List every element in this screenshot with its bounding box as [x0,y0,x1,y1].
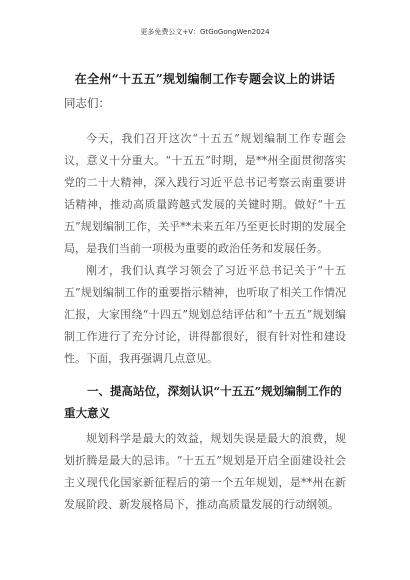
paragraph-section-1: 规划科学是最大的效益，规划失误是最大的浪费，规划折腾是最大的忌讳。“十五五”规划是开启全面建设社会主义现代化国家新征程后的第一个五年规划，是**州在新发展阶段、新发展格局下，推动高质量发展的行动纲领。 [64,432,346,511]
page-header-watermark: 更多免费公文+V：GtGoGongWen2024 [140,28,270,36]
section-heading-1: 一、提高站位，深刻认识“十五五”规划编制工作的重大意义 [64,384,342,420]
document-title: 在全州“十五五”规划编制工作专题会议上的讲话 [74,72,336,86]
greeting: 同志们： [64,96,110,110]
document-body [64,128,346,516]
paragraph-opening: 今天，我们召开这次“十五五”规划编制工作专题会议，意义十分重大。“十五五”时期，是**州全面贯彻落实党的二十大精神，深入践行习近平总书记考察云南重要讲话精神，推动高质量跨越式发展的关键时期。做好“十五五”规划编制工作，关乎**未来五年乃至更长时期的发展全局，是我们当前一项极为重要的政治任务和发展任务。 [64,132,346,255]
paragraph-review: 刚才，我们认真学习领会了习近平总书记关于“十五五”规划编制工作的重要指示精神，也听取了相关工作情况汇报，大家围绕“十四五”规划总结评估和“十五五”规划编制工作进行了充分讨论，讲得都很好，很有针对性和建设性。下面，我再强调几点意见。 [64,264,346,365]
